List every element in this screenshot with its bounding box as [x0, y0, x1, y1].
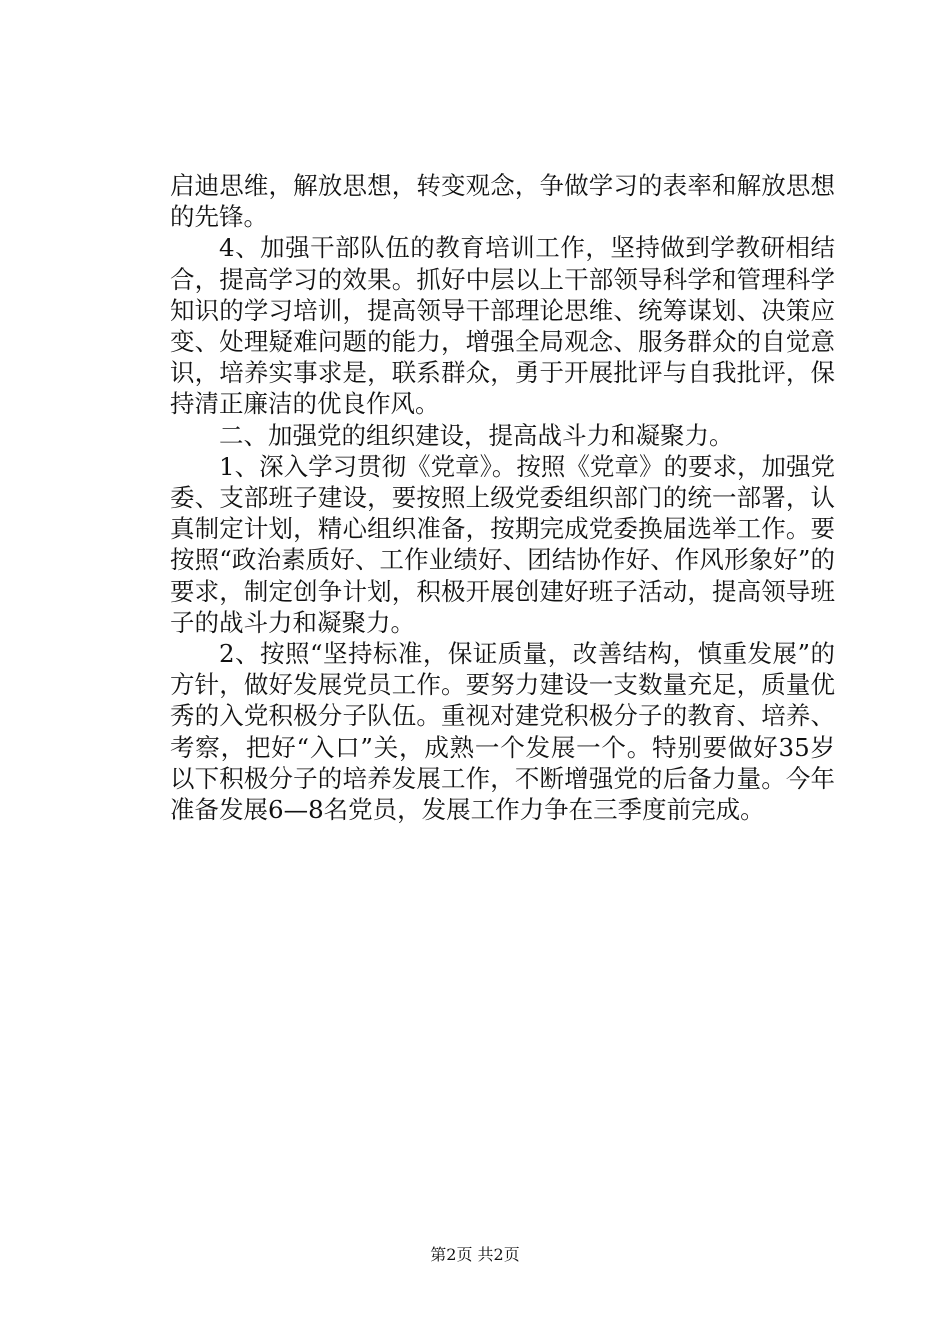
page-footer — [0, 1244, 950, 1266]
body-text — [170, 170, 835, 825]
page-number: 第2页 共2页 — [430, 1245, 520, 1264]
section-heading-2: 二、加强党的组织建设，提高战斗力和凝聚力。 — [219, 420, 734, 450]
paragraph-3: 1、深入学习贯彻《党章》。按照《党章》的要求，加强党委、支部班子建设，要按照上级党委组织部门的统一部署，认真制定计划，精心组织准备，按期完成党委换届选举工作。要按照“政治素质好、工作业绩好、团结协作好、作风形象好”的要求，制定创争计划，积极开展创建好班子活动，提高领导班子的战斗力和凝聚力。 — [170, 451, 835, 637]
paragraph-1: 启迪思维，解放思想，转变观念，争做学习的表率和解放思想的先锋。 — [170, 171, 835, 232]
paragraph-4: 2、按照“坚持标准，保证质量，改善结构，慎重发展”的方针，做好发展党员工作。要努力建设一支数量充足，质量优秀的入党积极分子队伍。重视对建党积极分子的教育、培养、考察，把好“入口”关，成熟一个发展一个。特别要做好35岁以下积极分子的培养发展工作，不断增强党的后备力量。今年准备发展6—8名党员，发展工作力争在三季度前完成。 — [170, 639, 835, 825]
paragraph-2: 4、加强干部队伍的教育培训工作，坚持做到学教研相结合，提高学习的效果。抓好中层以上干部领导科学和管理科学知识的学习培训，提高领导干部理论思维、统筹谋划、决策应变、处理疑难问题的能力，增强全局观念、服务群众的自觉意识，培养实事求是，联系群众，勇于开展批评与自我批评，保持清正廉洁的优良作风。 — [170, 233, 835, 419]
